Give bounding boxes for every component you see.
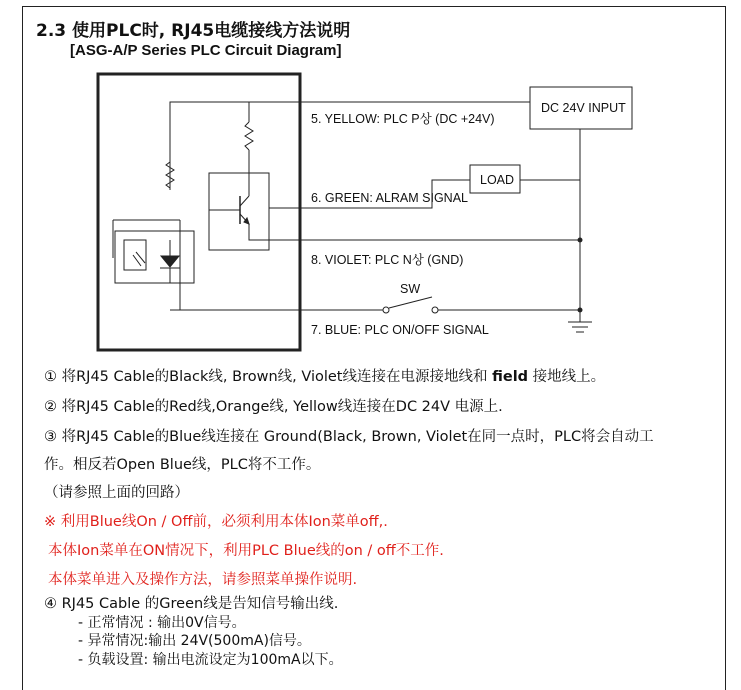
diagram-subtitle: [ASG-A/P Series PLC Circuit Diagram]: [70, 42, 342, 59]
ground-symbol: [568, 310, 592, 332]
transistor-box: [209, 173, 269, 250]
note-3: ③ 将RJ45 Cable的Blue线连接在 Ground(Black, Brown, Violet在同一点时，PLC将会自动工: [44, 429, 654, 445]
plc-module-box: [98, 74, 300, 350]
dc-input-label: DC 24V INPUT: [541, 101, 626, 115]
note-4-normal: - 正常情况 : 输出0V信号。: [78, 615, 246, 631]
warning-2: 本体Ion菜单在ON情况下，利用PLC Blue线的on / off不工作.: [48, 543, 444, 559]
section-title: 2.3 使用PLC时, RJ45电缆接线方法说明: [36, 21, 351, 41]
blue-wire-label: 7. BLUE: PLC ON/OFF SIGNAL: [311, 323, 489, 337]
note-3-cont: 作。相反若Open Blue线，PLC将不工作。: [44, 457, 321, 473]
note-4-load: - 负载设置: 输出电流设定为100mA以下。: [78, 652, 343, 668]
note-2: ② 将RJ45 Cable的Red线,Orange线, Yellow线连接在DC 24V 电源上.: [44, 399, 503, 415]
note-3-ref: （请参照上面的回路）: [44, 485, 189, 501]
switch-label: SW: [400, 282, 421, 296]
load-label: LOAD: [480, 173, 515, 187]
warning-1: ※ 利用Blue线On / Off前，必须利用本体Ion菜单off,.: [44, 514, 388, 530]
yellow-wire-label: 5. YELLOW: PLC P상 (DC +24V): [311, 112, 495, 126]
led-diode: [161, 256, 179, 267]
upper-resistor: [245, 122, 253, 150]
violet-wire-label: 8. VIOLET: PLC N상 (GND): [311, 253, 464, 267]
green-wire-label: 6. GREEN: ALRAM SIGNAL: [311, 191, 468, 205]
note-4-abnormal: - 异常情况:输出 24V(500mA)信号。: [78, 633, 311, 649]
note-4: ④ RJ45 Cable 的Green线是告知信号输出线.: [44, 596, 339, 612]
optocoupler-box: [115, 231, 194, 283]
switch-lever: [389, 297, 432, 308]
warning-3: 本体菜单进入及操作方法，请参照菜单操作说明.: [48, 572, 358, 588]
note-1: ① 将RJ45 Cable的Black线, Brown线, Violet线连接在电源接地线和 field 接地线上。: [44, 369, 606, 385]
